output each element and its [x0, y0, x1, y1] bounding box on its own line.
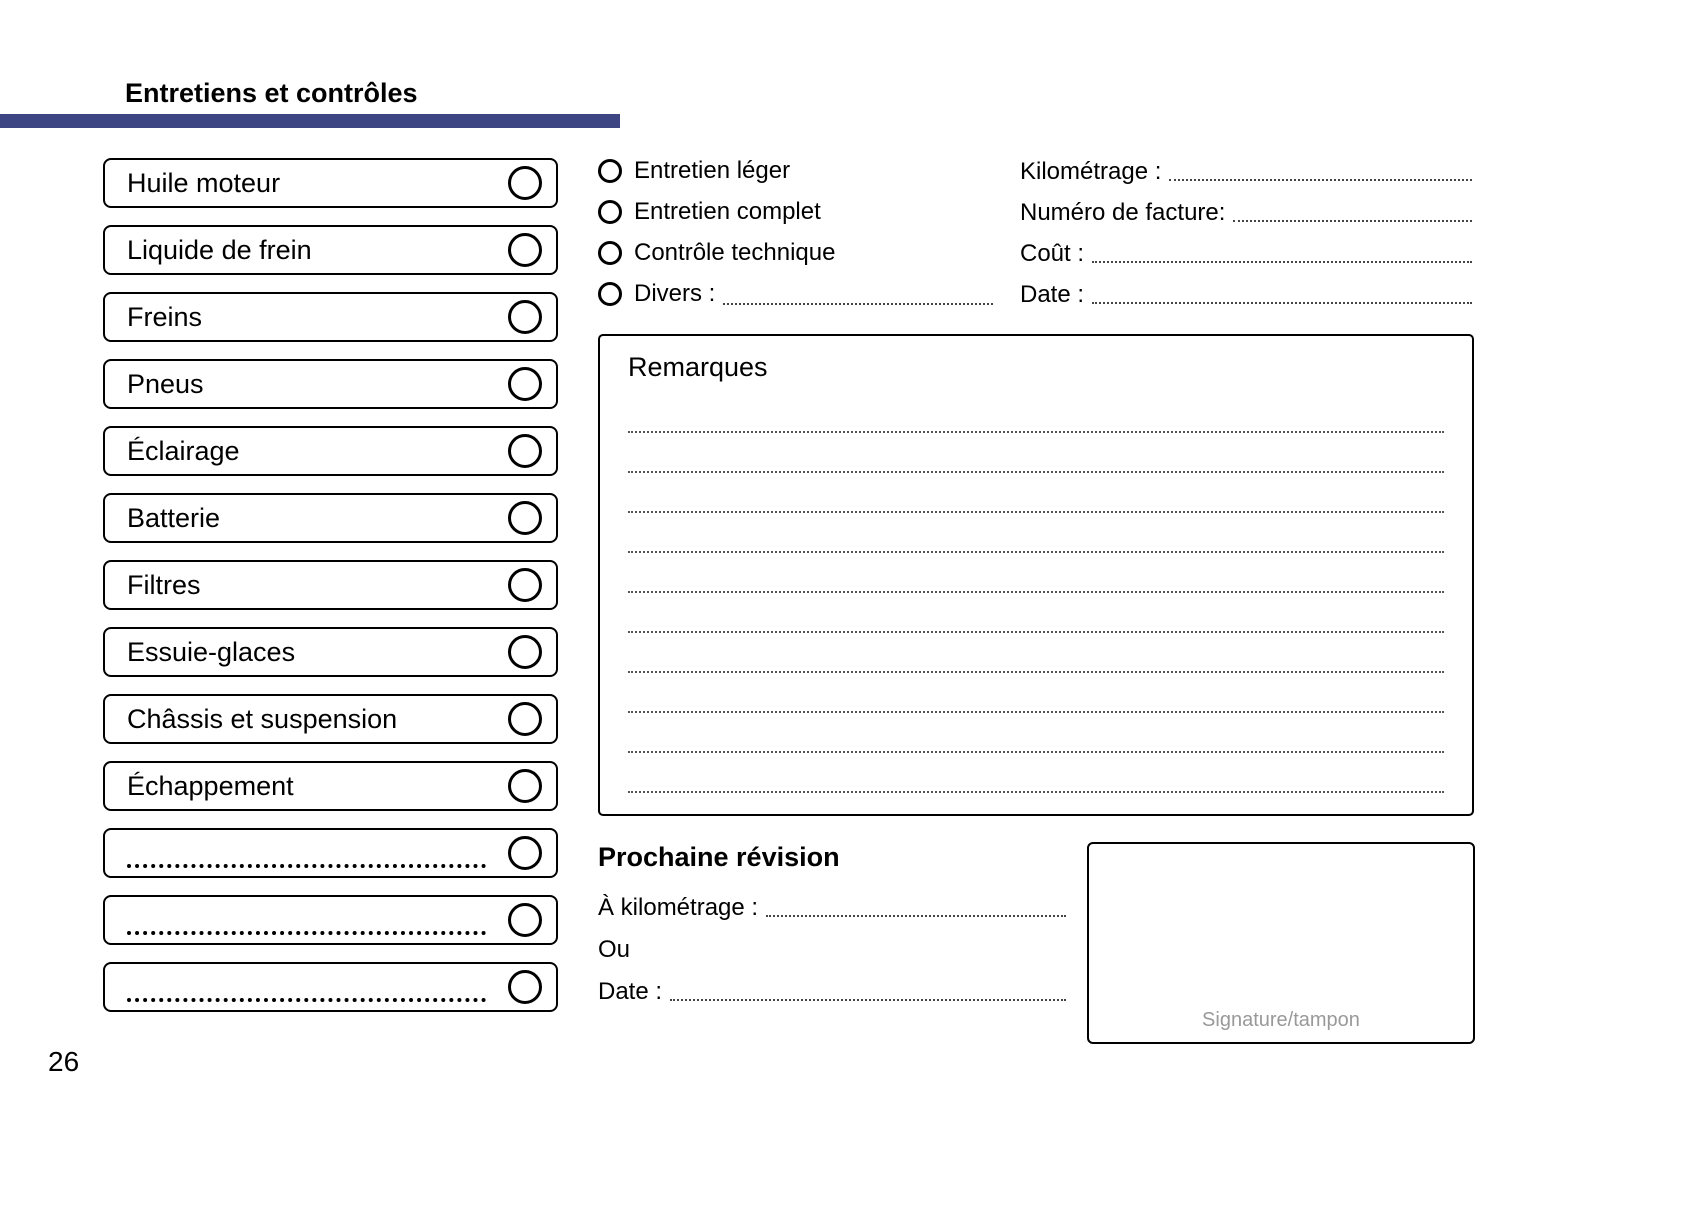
field-label: Ou	[598, 936, 631, 963]
checklist-label: Huile moteur	[127, 167, 281, 198]
checklist-row-blank-1	[103, 828, 558, 878]
radio-circle-icon[interactable]	[598, 282, 622, 306]
write-in-line[interactable]	[127, 905, 486, 935]
checkbox-circle-icon[interactable]	[508, 501, 542, 535]
write-in-line[interactable]	[1092, 302, 1472, 304]
write-in-line[interactable]	[1233, 220, 1472, 222]
checkbox-circle-icon[interactable]	[508, 300, 542, 334]
checklist-label: Freins	[127, 301, 203, 332]
remark-write-in-line[interactable]	[628, 553, 1444, 593]
option-divers[interactable]	[598, 279, 993, 309]
checkbox-circle-icon[interactable]	[508, 903, 542, 937]
option-label: Contrôle technique	[634, 239, 836, 266]
remark-write-in-line[interactable]	[628, 713, 1444, 753]
field-next-date	[598, 976, 1066, 1006]
remark-write-in-line[interactable]	[628, 473, 1444, 513]
write-in-line[interactable]	[766, 915, 1066, 917]
checklist-row-eclairage	[103, 426, 558, 476]
option-label: Entretien léger	[634, 157, 791, 184]
checklist-label: Liquide de frein	[127, 234, 312, 265]
checkbox-circle-icon[interactable]	[508, 434, 542, 468]
field-label: Kilométrage :	[1020, 158, 1162, 185]
checkbox-circle-icon[interactable]	[508, 568, 542, 602]
write-in-line[interactable]	[127, 838, 486, 868]
option-entretien-complet[interactable]	[598, 197, 993, 227]
remarks-title: Remarques	[628, 352, 768, 382]
checklist-row-echappement	[103, 761, 558, 811]
remark-write-in-line[interactable]	[628, 393, 1444, 433]
checklist-label: Essuie-glaces	[127, 636, 296, 667]
field-label: Date :	[1020, 281, 1085, 308]
option-label: Entretien complet	[634, 198, 821, 225]
checkbox-circle-icon[interactable]	[508, 970, 542, 1004]
signature-label: Signature/tampon	[1202, 1009, 1360, 1031]
remarks-box	[598, 334, 1474, 816]
checklist-row-batterie	[103, 493, 558, 543]
page-title: Entretiens et contrôles	[125, 78, 418, 108]
checklist-row-pneus	[103, 359, 558, 409]
maintenance-checklist	[103, 158, 558, 1029]
radio-circle-icon[interactable]	[598, 200, 622, 224]
field-cout	[1020, 238, 1472, 268]
checklist-label: Châssis et suspension	[127, 703, 398, 734]
checklist-label: Éclairage	[127, 435, 240, 466]
field-date	[1020, 279, 1472, 309]
next-revision-fields	[598, 892, 1066, 1018]
checklist-row-liquide-de-frein	[103, 225, 558, 275]
field-label: Date :	[598, 978, 663, 1005]
write-in-line[interactable]	[127, 972, 486, 1002]
remark-write-in-line[interactable]	[628, 433, 1444, 473]
service-type-options	[598, 156, 993, 320]
checklist-label: Pneus	[127, 368, 204, 399]
checklist-row-filtres	[103, 560, 558, 610]
page-number: 26	[48, 1046, 80, 1077]
remark-write-in-line[interactable]	[628, 513, 1444, 553]
checklist-row-huile-moteur	[103, 158, 558, 208]
option-controle-technique[interactable]	[598, 238, 993, 268]
field-a-kilometrage	[598, 892, 1066, 922]
option-entretien-leger[interactable]	[598, 156, 993, 186]
option-label: Divers :	[634, 280, 716, 307]
checklist-label: Batterie	[127, 502, 221, 533]
checkbox-circle-icon[interactable]	[508, 769, 542, 803]
checkbox-circle-icon[interactable]	[508, 836, 542, 870]
radio-circle-icon[interactable]	[598, 241, 622, 265]
remark-write-in-line[interactable]	[628, 593, 1444, 633]
field-ou	[598, 934, 1066, 964]
checklist-label: Filtres	[127, 569, 201, 600]
remark-write-in-line[interactable]	[628, 673, 1444, 713]
write-in-line[interactable]	[670, 999, 1066, 1001]
field-numero-de-facture	[1020, 197, 1472, 227]
write-in-line[interactable]	[1092, 261, 1472, 263]
remark-write-in-line[interactable]	[628, 633, 1444, 673]
checkbox-circle-icon[interactable]	[508, 702, 542, 736]
field-label: Coût :	[1020, 240, 1085, 267]
title-underline-bar	[0, 114, 620, 128]
signature-box[interactable]	[1087, 842, 1475, 1044]
write-in-line[interactable]	[723, 303, 993, 305]
checkbox-circle-icon[interactable]	[508, 367, 542, 401]
invoice-fields	[1020, 156, 1472, 320]
checkbox-circle-icon[interactable]	[508, 233, 542, 267]
checklist-row-chassis-et-suspension	[103, 694, 558, 744]
checklist-row-blank-3	[103, 962, 558, 1012]
remarks-lines	[628, 393, 1444, 793]
checklist-label: Échappement	[127, 770, 294, 801]
checklist-row-essuie-glaces	[103, 627, 558, 677]
checklist-row-blank-2	[103, 895, 558, 945]
checklist-row-freins	[103, 292, 558, 342]
remark-write-in-line[interactable]	[628, 753, 1444, 793]
field-kilometrage	[1020, 156, 1472, 186]
field-label: À kilométrage :	[598, 894, 759, 921]
radio-circle-icon[interactable]	[598, 159, 622, 183]
checkbox-circle-icon[interactable]	[508, 635, 542, 669]
field-label: Numéro de facture:	[1020, 199, 1226, 226]
checkbox-circle-icon[interactable]	[508, 166, 542, 200]
write-in-line[interactable]	[1169, 179, 1472, 181]
next-revision-title: Prochaine révision	[598, 842, 840, 872]
